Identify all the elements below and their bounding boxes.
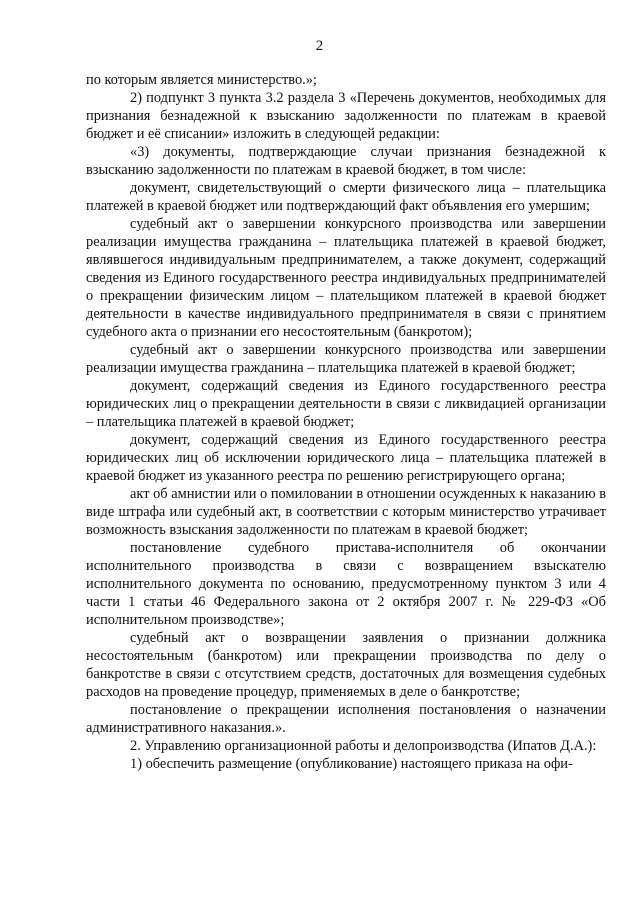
paragraph-publication: 1) обеспечить размещение (опубликование) настоящего приказа на офи- — [130, 756, 573, 772]
paragraph-amnesty: акт об амнистии или о помиловании в отношении осужденных к наказанию в виде штрафа или судебный акт, в соответствии с которым министерство утрачивает возможность взыскания задолженности по платежам в краевой бюджет; — [86, 486, 606, 538]
paragraph-termination: постановление о прекращении исполнения постановления о назначении административного наказания.». — [86, 702, 606, 736]
paragraph-continuation: по которым является министерство.»; — [86, 72, 317, 88]
paragraph-subitem-2: 2) подпункт 3 пункта 3.2 раздела 3 «Перечень документов, необходимых для признания безнадежной к взысканию задолженности по платежам в краевой бюджет и её списании» изложить в следующей редакции: — [86, 90, 606, 142]
paragraph-item-3: «3) документы, подтверждающие случаи признания безнадежной к взысканию задолженности по платежам в краевой бюджет, в том числе: — [86, 144, 606, 178]
paragraph-death-document: документ, свидетельствующий о смерти физического лица – плательщика платежей в краевой бюджет или подтверждающий факт объявления его умершим; — [86, 180, 606, 214]
paragraph-exclusion: документ, содержащий сведения из Единого государственного реестра юридических лиц об исключении юридического лица – плательщика платежей в краевой бюджет из указанного реестра по решению регистрирующего органа; — [86, 432, 606, 484]
page-number: 2 — [315, 38, 324, 54]
paragraph-bankruptcy-citizen: судебный акт о завершении конкурсного производства или завершении реализации имущества гражданина – плательщика платежей в краевой бюджет; — [86, 342, 606, 376]
document-body — [86, 71, 606, 773]
paragraph-bankruptcy-return: судебный акт о возвращении заявления о признании должника несостоятельным (банкротом) или прекращении производства по делу о банкротстве в связи с отсутствием средств, достаточных для возмещения судебных расходов на проведение процедур, применяемых в деле о банкротстве; — [86, 630, 606, 700]
paragraph-liquidation: документ, содержащий сведения из Единого государственного реестра юридических лиц о прекращении деятельности в связи с ликвидацией организации – плательщика платежей в краевой бюджет; — [86, 378, 606, 430]
paragraph-bankruptcy-entrepreneur: судебный акт о завершении конкурсного производства или завершении реализации имущества гражданина – плательщика платежей в краевой бюджет, являвшегося индивидуальным предпринимателем, а также документ, содержащий сведения из Единого государственного реестра индивидуальных предпринимателей о прекращении физическим лицом – плательщиком платежей в краевой бюджет деятельности в качестве индивидуального предпринимателя в связи с принятием судебного акта о признании его несостоятельным (банкротом); — [86, 216, 606, 340]
paragraph-directorate: 2. Управлению организационной работы и делопроизводства (Ипатов Д.А.): — [130, 738, 597, 754]
paragraph-bailiff-resolution: постановление судебного пристава-исполнителя об окончании исполнительного производства в связи с возвращением взыскателю исполнительного документа по основанию, предусмотренному пунктом 3 или 4 части 1 статьи 46 Федерального закона от 2 октября 2007 г. № 229-ФЗ «Об исполнительном производстве»; — [86, 540, 606, 628]
